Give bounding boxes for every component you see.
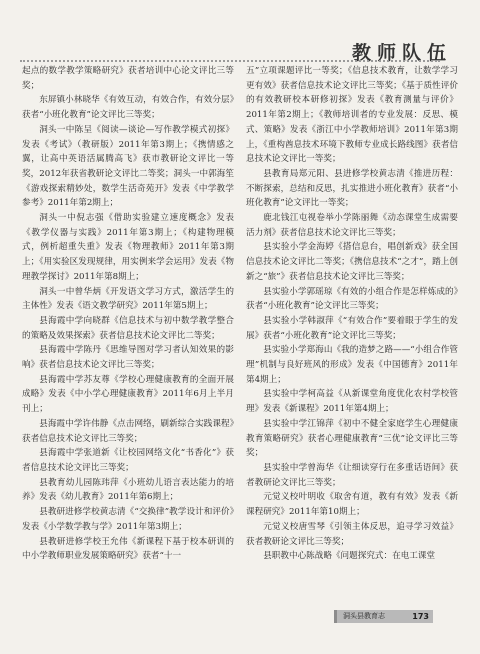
section-title: 教师队伍 — [351, 42, 452, 64]
paragraph: 县海霞中学许伟静《点击网络，刷新综合实践课程》获者信息技术论文评比三等奖； — [22, 418, 234, 444]
footer-publication: 洞头县教育志 — [343, 612, 385, 620]
left-column — [22, 64, 234, 564]
paragraph: 县教育幼儿园陈玮萍《小班幼儿语言表达能力的培养》发表《幼儿教育》2011年第6期上； — [22, 477, 234, 503]
paragraph: 县实验小学郭瑶琼《有效的小组合作是怎样炼成的》获者“小班化教育”论文评比三等奖； — [246, 286, 458, 312]
right-column — [246, 64, 458, 564]
paragraph: 五”立项课题评比一等奖；《信息技术教育，让数学学习更有效》获者信息技术论文评比三等奖；《基于质性评价的有效教研校本研修初探》发表《教育测量与评价》2011年第2期上；《教师培训者的专业发展：反思、模式、策略》发表《浙江中小学教师培训》2011年第3期上，《重构酋息技术环境下教师专业成长路线图》获者信息技术论文评比一等奖； — [246, 66, 458, 165]
paragraph: 县实验小学郑海山《我的造梦之路——“小组合作管理”机制与良好班风的形成》发表《中国德育》2011年第4期上； — [246, 345, 458, 385]
paragraph: 元觉义校唐雪琴《引领主体反思，追寻学习效益》获者教研论文评比三等奖； — [246, 521, 458, 547]
paragraph: 县实验中学柯高益《从新课堂角度优化农村学校管理》发表《新课程》2011年第4期上； — [246, 389, 458, 415]
paragraph: 元觉义校叶明收《取舍有道，教有有效》发表《新课程研究》2011年第10期上； — [246, 492, 458, 518]
paragraph: 县海霞中学陈丹《思维导图对学习者认知效果的影响》获者信息技术论文评比三等奖； — [22, 345, 234, 371]
paragraph: 县教研进修学校黄志清《“交换律”教学设计和评价》发表《小学数学教与学》2011年第3期上； — [22, 507, 234, 532]
paragraph: 县实验中学曾海华《让细读穿行在多重话语间》获者教研论文评比三等奖； — [246, 462, 458, 488]
paragraph: 县海霞中学向晓群《信息技术与初中数学教学整合的策略及效果探索》获者信息技术论文评比二等奖； — [22, 315, 234, 341]
paragraph: 洞头一中陈呈《阅读—谈论—写作教学模式初探》发表《考试》（教研版）2011年第3期上；《携情感之翼，让高中英语活属腾高飞》获市教研论文评比一等奖，2012年获省教研论文评比二等奖；洞头一中郭海笙《游戏探索精妙处，数学生活奇苑开》发表《中学教学参考》2011年第2期上； — [22, 124, 234, 209]
header-rule — [20, 60, 440, 62]
page-number: 173 — [412, 612, 429, 621]
paragraph: 鹿北钱江屯视卷举小学陈丽舞《动态课堂生成需要活力剂》获者信息技术论文评比三等奖； — [246, 213, 458, 238]
paragraph: 县实验小学金海婷《搭信息台，唱创新戏》获全国信息技术论文评比二等奖；《携信息技术“之才”，踏上创新之“旅”》获者信息技术论文评比三等奖； — [246, 242, 458, 282]
paragraph: 县实验中学江锦萍《初中不健全家庭学生心理健康教育策略研究》获者心理健康教育“三优”论文评比三等奖； — [246, 418, 458, 459]
paragraph: 东屏镇小林晓华《有效互动，有效合作，有效分层》获者“小班化教育”论文评比三等奖； — [22, 95, 234, 121]
paragraph: 县海霞中学苏友尊《学校心理健康教育的全面开展成略》发表《中小学心理健康教育》2011年6月上半月刊上； — [22, 374, 234, 415]
paragraph: 县海霞中学张道新《让校园网络文化“书香化”》获者信息技术论文评比三等奖； — [22, 448, 234, 473]
paragraph: 起点的数学教学策略研究》获者培训中心论文评比三等奖； — [22, 66, 234, 91]
paragraph: 县教育局郑元阳、县进修学校黄志清《推进历程：不断探索，总结和反思，扎实推进小班化教育》获者“小班化教育”论文评比一等奖； — [246, 168, 458, 209]
paragraph: 县职教中心陈战略《问题探究式：在电工课堂 — [263, 551, 436, 562]
paragraph: 洞头一中倪志强《借助实验建立速度概念》发表《教学仪器与实践》2011年第3期上；《构建物理模式，例析超重失重》发表《物理教师》2011年第3期上；《用实验区发现规律，用实例来学会运用》发表《物理教学探讨》2011年第8期上； — [22, 213, 234, 282]
paragraph: 县教研进修学校王允伟《新课程下基于校本研训的中小学教师职业发展策略研究》获者“十一 — [22, 536, 234, 562]
paragraph: 洞头一中曾华炳《开发语文学习方式，激活学生的主体性》发表《语文教学研究》2011年第5期上； — [22, 286, 234, 312]
paragraph: 县实验小学韩淑萍《“有效合作”要着眼于学生的发展》获者“小班化教育”论文评比三等奖； — [246, 315, 458, 341]
page-footer — [334, 610, 433, 623]
